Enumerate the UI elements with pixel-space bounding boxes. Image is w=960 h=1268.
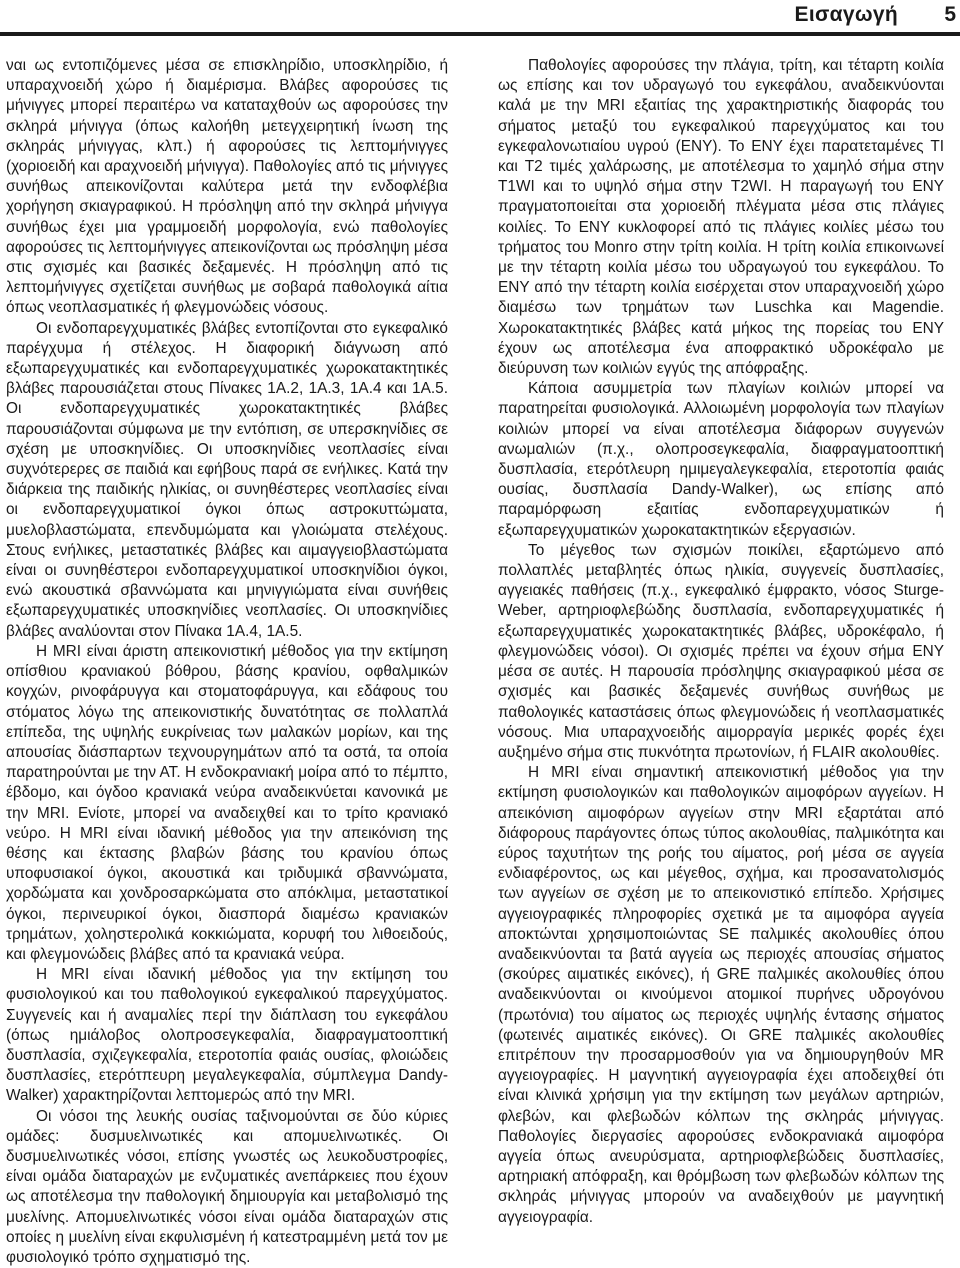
page-header: [0, 0, 960, 40]
header-rule: [0, 32, 960, 36]
right-column: [498, 56, 944, 1228]
chapter-title: Εισαγωγή: [794, 3, 898, 26]
paragraph: ναι ως εντοπιζόμενες μέσα σε επισκληρίδιο, υποσκληρίδιο, ή υπαραχνοειδή χώρο ή διαμέρισμα. Βλάβες αφορούσες τις μήνιγγες μπορεί περαιτέρω να καταταχθούν ως αφορούσες την σκληρά μήνιγγα (όπως καλοήθη μετεγχειρητική ίνωση της σκληράς μήνιγγας, κλπ.) ή αφορούσες τις λεπτομήνιγγες (χοριοειδή και αραχνοειδή μήνιγγα). Παθολογίες από τις μήνιγγες συνήθως απεικονίζονται καλύτερα μετά την ενδοφλέβια χορήγηση σκιαγραφικού. Η πρόσληψη από την σκληρά μήνιγγα συνήθως έχει μια γραμμοειδή μορφολογία, ενώ παθολογίες αφορούσες τις λεπτομήνιγγες απεικονίζονται ως πρόσληψη μέσα στις σχισμές και βασικές δεξαμενές. Η πρόσληψη από τις λεπτομήνιγγες σχετίζεται συνήθως με σοβαρά παθολογικά αίτια όπως νεοπλασματικές ή φλεγμονώδεις νόσους.: [6, 57, 448, 317]
paragraph: Η MRI είναι ιδανική μέθοδος για την εκτίμηση του φυσιολογικού και του παθολογικού εγκεφαλικού παρεγχύματος. Συγγενείς και ή αναμαλίες περί την διάπλαση του εγκεφάλου (όπως ημιάλοβος ολοπροσεγκεφαλία, διαφραγματοοπτική δυσπλασία, σχιζεγκεφαλία, ετεροτοπία φαιάς ουσίας, φλοιώδεις δυσπλασίες, ετερότπευρη μεγαλεγκεφαλία, σύμπλεγμα Dandy-Walker) χαρακτηρίζονται λεπτομερώς από την MRI.: [6, 966, 448, 1105]
paragraph: Οι ενδοπαρεγχυματικές βλάβες εντοπίζονται στο εγκεφαλικό παρέγχυμα ή στέλεχος. Η διαφορική διάγνωση από εξωπαρεγχυματικές και ενδοπαρεγχυματικές χωροκατακτητικές βλάβες παρουσιάζεται στους Πίνακες 1Α.2, 1Α.3, 1Α.4 και 1Α.5. Οι ενδοπαρεγχυματικές χωροκατακτητικές βλάβες παρουσιάζονται σύμφωνα με την εντόπιση, σε υπερσκηνίδιες σε σχέση με υποσκηνίδιες. Οι υποσκηνίδιες νεοπλασίες είναι συχνότερερες σε παιδιά και εφήβους παρά σε ενήλικες. Κατά την διάρκεια της παιδικής ηλικίας, οι συνηθέστερες νεοπλασίες είναι οι ενδοπαρεγχυματικοί όγκοι όπως αστροκυττώματα, μυελοβλαστώματα, επενδυμώματα και γλοιώματα στελέχους. Στους ενήλικες, μεταστατικές βλάβες και αιμαγγειοβλαστώματα είναι οι συνηθέστεροι ενδοπαρεγχυματικοί υποσκηνίδιοι όγκοι, ενώ ακουστικά σβαννώματα και μηνιγγιώματα είναι συνήθεις εξωπαρεγχυματικές υποσκηνίδιες νεοπλασίες. Οι υποσκηνίδιες βλάβες αναλύονται στον Πίνακα 1Α.4, 1Α.5.: [6, 319, 448, 640]
paragraph: Το μέγεθος των σχισμών ποικίλει, εξαρτώμενο από πολλαπλές μεταβλητές όπως ηλικία, συγγενείς δυσπλασίες, αγγειακές παθήσεις (π.χ., εγκεφαλικό έμφρακτο, νόσος Sturge-Weber, αρτηριοφλεβώδης δυσπλασία, ενδοπαρεγχυματικές ή εξωπαρεγχυματικές χωροκατακτητικές βλάβες, υδροκέφαλο, ή φλεγμονώδεις νόσοι). Οι σχισμές πρέπει να έχουν σήμα ΕΝΥ μέσα σε αυτές. Η παρουσία πρόσληψης σκιαγραφικού μέσα σε σχισμές και βασικές δεξαμενές συνήθως συνήθως με παθολογικές καταστάσεις όπως φλεγμονώδεις ή νεοπλασματικές νόσους. Μια υπαραχνοειδής αιμορραγία μερικές φορές έχει αυξημένο σήμα στις πυκνότητα πρωτονίων, ή FLAIR ακολουθίες.: [498, 541, 944, 761]
page-number: 5: [944, 3, 956, 26]
left-column: [6, 56, 448, 1268]
paragraph: Οι νόσοι της λευκής ουσίας ταξινομούνται σε δύο κύριες ομάδες: δυσμυελινωτικές και απομυελινωτικές. Οι δυσμυελινωτικές νόσοι, επίσης γνωστές ως λευκοδυστροφίες, είναι ομάδα διαταραχών με ενζυματικές ανεπάρκειες που έχουν ως αποτέλεσμα την παθολογική δημιουργία και μεταβολισμό της μυελίνης. Απομυελινωτικές νόσοι είναι ομάδα διαταραχών στις οποίες η μυελίνη είναι εκφυλισμένη ή κατεστραμμένη μετά τον με φυσιολογικό τρόπο σχηματισμό της.: [6, 1107, 448, 1266]
paragraph: Παθολογίες αφορούσες την πλάγια, τρίτη, και τέταρτη κοιλία ως επίσης και τον υδραγωγό του εγκεφάλου, αναδεικνύονται καλά με την MRI εξαιτίας της χαρακτηριστικής διαφοράς του σήματος μεταξύ του εγκεφαλικού παρεγχύματος και του εγκεφαλονωτιαίου υγρού (ΕΝΥ). Το ΕΝΥ έχει παρατεταμένες TI και T2 τιμές χαλάρωσης, με αποτέλεσμα το χαμηλό σήμα στην T1WI και το υψηλό σήμα στην T2WI. Η παραγωγή του ΕΝΥ πραγματοποιείται στα χοριοειδή πλέγματα μέσα στις πλάγιες κοιλίες. Το ΕΝΥ κυκλοφορεί από τις πλάγιες κοιλίες μέσω του τρήματος του Monro στην τρίτη κοιλία. Η τρίτη κοιλία επικοινωνεί με την τέταρτη κοιλία μέσω του υδραγωγού του εγκεφάλου. Το ΕΝΥ από την τέταρτη κοιλία εισέρχεται στον υπαραχνοειδή χώρο διαμέσω των τρημάτων των Luschka και Magendie. Χωροκατακτητικές βλάβες κατά μήκος της πορείας του ΕΝΥ έχουν ως αποτέλεσμα ένα αποφρακτικό υδροκέφαλο με διεύρυνση των κοιλιών εγγύς της απόφραξης.: [498, 57, 944, 378]
paragraph: Η MRI είναι άριστη απεικονιστική μέθοδος για την εκτίμηση οπίσθιου κρανιακού βόθρου, βάσης κρανίου, οφθαλμικών κογχών, ρινοφάρυγγα και στοματοφάρυγγα, και εδάφους του στόματος λόγω της απεικονιστικής δυνατότητας σε πολλαπλά επίπεδα, της υψηλής ευκρίνειας των μαλακών μορίων, και της απουσίας διάσπαρτων τεχνουργημάτων από τα οστά, τα οποία παρατηρούνται με την ΑΤ. Η ενδοκρανιακή μοίρα από το πέμπτο, έβδομο, και όγδοο κρανιακά νεύρα αναδεικνύεται κανονικά με την MRI. Ενίοτε, μπορεί να αναδειχθεί και το τρίτο κρανιακό νεύρο. Η MRI είναι ιδανική μέθοδος για την απεικόνιση της θέσης και έκτασης βλαβών βάσης του κρανίου όπως υποφυσιακοί όγκοι, ακουστικά και τριδυμικά σβαννώματα, χορδώματα και χονδροσαρκώματα στο απόκλιμα, μεταστατικοί όγκοι, περινευρικοί όγκοι, διασπορά διαμέσω κρανιακών τρημάτων, χοληστερολικά κοκκιώματα, κορυφή του λιθοειδούς, και φλεγμονώδεις βλάβες από τα κρανιακά νεύρα.: [6, 642, 448, 963]
paragraph: Κάποια ασυμμετρία των πλαγίων κοιλιών μπορεί να παρατηρείται φυσιολογικά. Αλλοιωμένη μορφολογία των πλαγίων κοιλιών μπορεί να είναι αποτέλεσμα διάφορων συγγενών ανωμαλιών (π.χ., ολοπροσεγκεφαλία, διαφραγματοοπτική δυσπλασία, ετερότλευρη ημιμεγαλεγκεφαλία, ετεροτοπία φαιάς ουσίας, δυσπλασία Dandy-Walker), ως επίσης από παραμόρφωση εξαιτίας ενδοπαρεγχυματικών ή εξωπαρεγχυματικών χωροκατακτητικών εξεργασιών.: [498, 380, 944, 539]
paragraph: Η MRI είναι σημαντική απεικονιστική μέθοδος για την εκτίμηση φυσιολογικών και παθολογικών αιμοφόρων αγγείων. Η απεικόνιση αιμοφόρων αγγείων στην MRI εξαρτάται από διάφορους παράγοντες όπως τύπος ακολουθίας, παλμικότητα και εύρος ταχυτήτων της ροής του αίματος, ροή μέσα σε αγγεία ενδιαφέροντος, ως και μέγεθος, σχήμα, και προσανατολισμός των αγγείων σε σχέση με το απεικονιστικό επίπεδο. Χρήσιμες αγγειογραφικές πληροφορίες σχετικά με τα αιμοφόρα αγγεία αποκτώνται χρησιμοποιώντας SE παλμικές ακολουθίες όπου αναδεικνύονται τα βατά αγγεία ως περιοχές απουσίας σήματος (σκούρες αιματικές εικόνες), ή GRE παλμικές ακολουθίες όπου αναδεικνύονται οι κινούμενοι ατομικοί πυρήνες υδρογόνου (πρωτόνια) του αίματος ως περιοχές υψηλής έντασης σήματος (φωτεινές αιματικές εικόνες). Οι GRE παλμικές ακολουθίες επιτρέπουν την προσαρμοσθούν για να δημιουργηθούν MR αγγειογραφίες. Η μαγνητική αγγειογραφία έχει αποδειχθεί ότι είναι κλινικά χρήσιμη για την εκτίμηση των μεγάλων αρτηριών, φλεβών, και φλεβωδών κόλπων της σκληράς μήνιγγας. Παθολογίες διεργασίες αφορούσες ενδοκρανιακά αιμοφόρα αγγεία όπως ανευρύσματα, αρτηριοφλεβώδεις δυσπλασίες, αρτηριακή απόφραξη, και θρόμβωση των φλεβωδών κόλπων της σκληράς μήνιγγας μπορούν να αναδειχθούν με μαγνητική αγγειογραφία.: [498, 764, 944, 1226]
